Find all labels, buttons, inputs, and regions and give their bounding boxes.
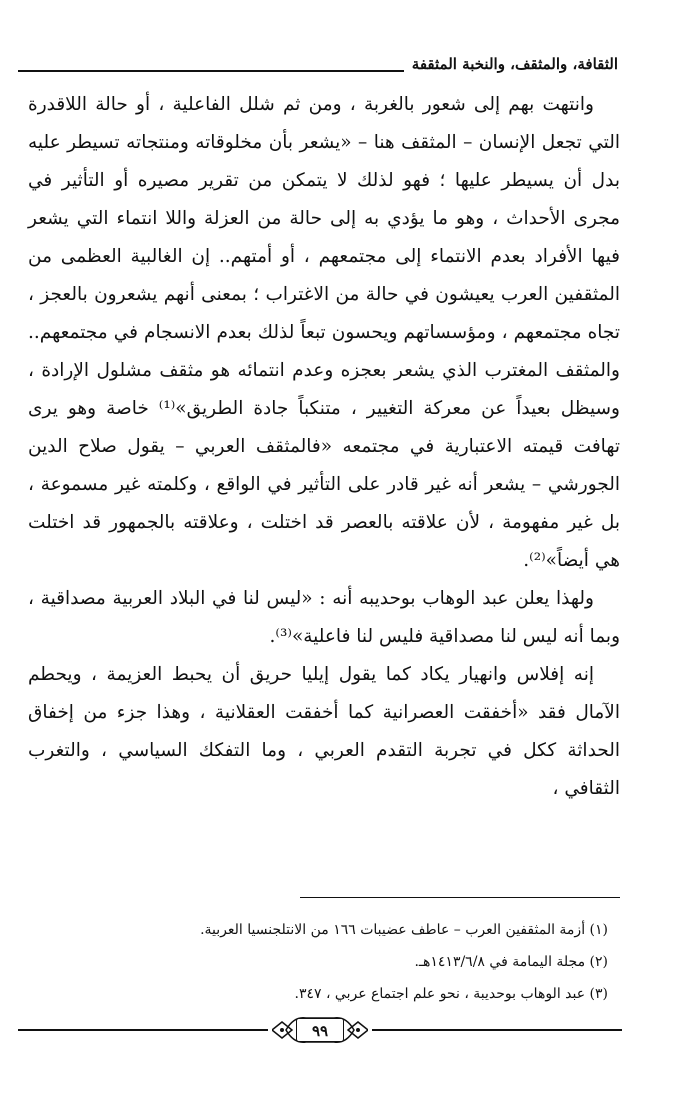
footer-rule-right	[372, 1029, 622, 1031]
page-footer	[18, 1010, 622, 1050]
page-number: ٩٩	[296, 1018, 344, 1042]
body-text	[28, 86, 620, 808]
paragraph-3: إنه إفلاس وانهيار يكاد كما يقول إيليا حريق أن يحبط العزيمة ، ويحطم الآمال فقد «أخفقت العصرانية كما أخفقت العقلانية ، وهذا جزء من إخفاق الحداثة ككل في تجربة التقدم العربي ، وما التفكك السياسي ، والتغرب الثقافي ،	[28, 664, 620, 799]
running-header-title: الثقافة، والمثقف، والنخبة المثقفة	[404, 54, 618, 74]
footnotes	[28, 914, 620, 1010]
paragraph-1: وانتهت بهم إلى شعور بالغربة ، ومن ثم شلل الفاعلية ، أو حالة اللاقدرة التي تجعل الإنسان – المثقف هنا – «يشعر بأن مخلوقاته ومنتجاته تسيطر عليه بدل أن يسيطر عليها ؛ فهو لذلك لا يتمكن من تقرير مصيره أو التأثير في مجرى الأحداث ، وهو ما يؤدي به إلى حالة من العزلة واللا انتماء التي يشعر فيها الأفراد بعدم الانتماء إلى مجتمعهم ، أو أمتهم.. إن الغالبية العظمى من المثقفين العرب يعيشون في حالة من الاغتراب ؛ بمعنى أنهم يشعرون بالعجز ، تجاه مجتمعهم ، ومؤسساتهم ويحسون تبعاً لذلك بعدم الانسجام في مجتمعهم.. والمثقف المغترب الذي يشعر بعجزه وعدم انتمائه هو مثقف مشلول الإرادة ، وسيظل بعيداً عن معركة التغيير ، متنكباً جادة الطريق»⁽¹⁾ خاصة وهو يرى تهافت قيمته الاعتبارية في مجتمعه «فالمثقف العربي – يقول صلاح الدين الجورشي – يشعر أنه غير قادر على التأثير في الواقع ، وكلمته غير مسموعة ، بل غير مفهومة ، لأن علاقته بالعصر قد اختلت ، وعلاقته بالجمهور قد اختلت هي أيضاً»⁽²⁾.	[28, 94, 620, 571]
footnote-1: (١) أزمة المثقفين العرب – عاطف عضيبات ١٦٦ من الانتلجنسيا العربية.	[200, 922, 608, 938]
footer-rule-left	[18, 1029, 268, 1031]
footnote-separator	[300, 897, 620, 898]
footnote-3: (٣) عبد الوهاب بوحديبة ، نحو علم اجتماع عربي ، ٣٤٧.	[294, 986, 608, 1002]
paragraph-2: ولهذا يعلن عبد الوهاب بوحديبه أنه : «ليس لنا في البلاد العربية مصداقية ، وبما أنه ليس لنا مصداقية فليس لنا فاعلية»⁽³⁾.	[28, 588, 620, 647]
running-header	[18, 52, 618, 76]
footnote-2: (٢) مجلة اليمامة في ١٤١٣/٦/٨هـ.	[414, 954, 608, 970]
